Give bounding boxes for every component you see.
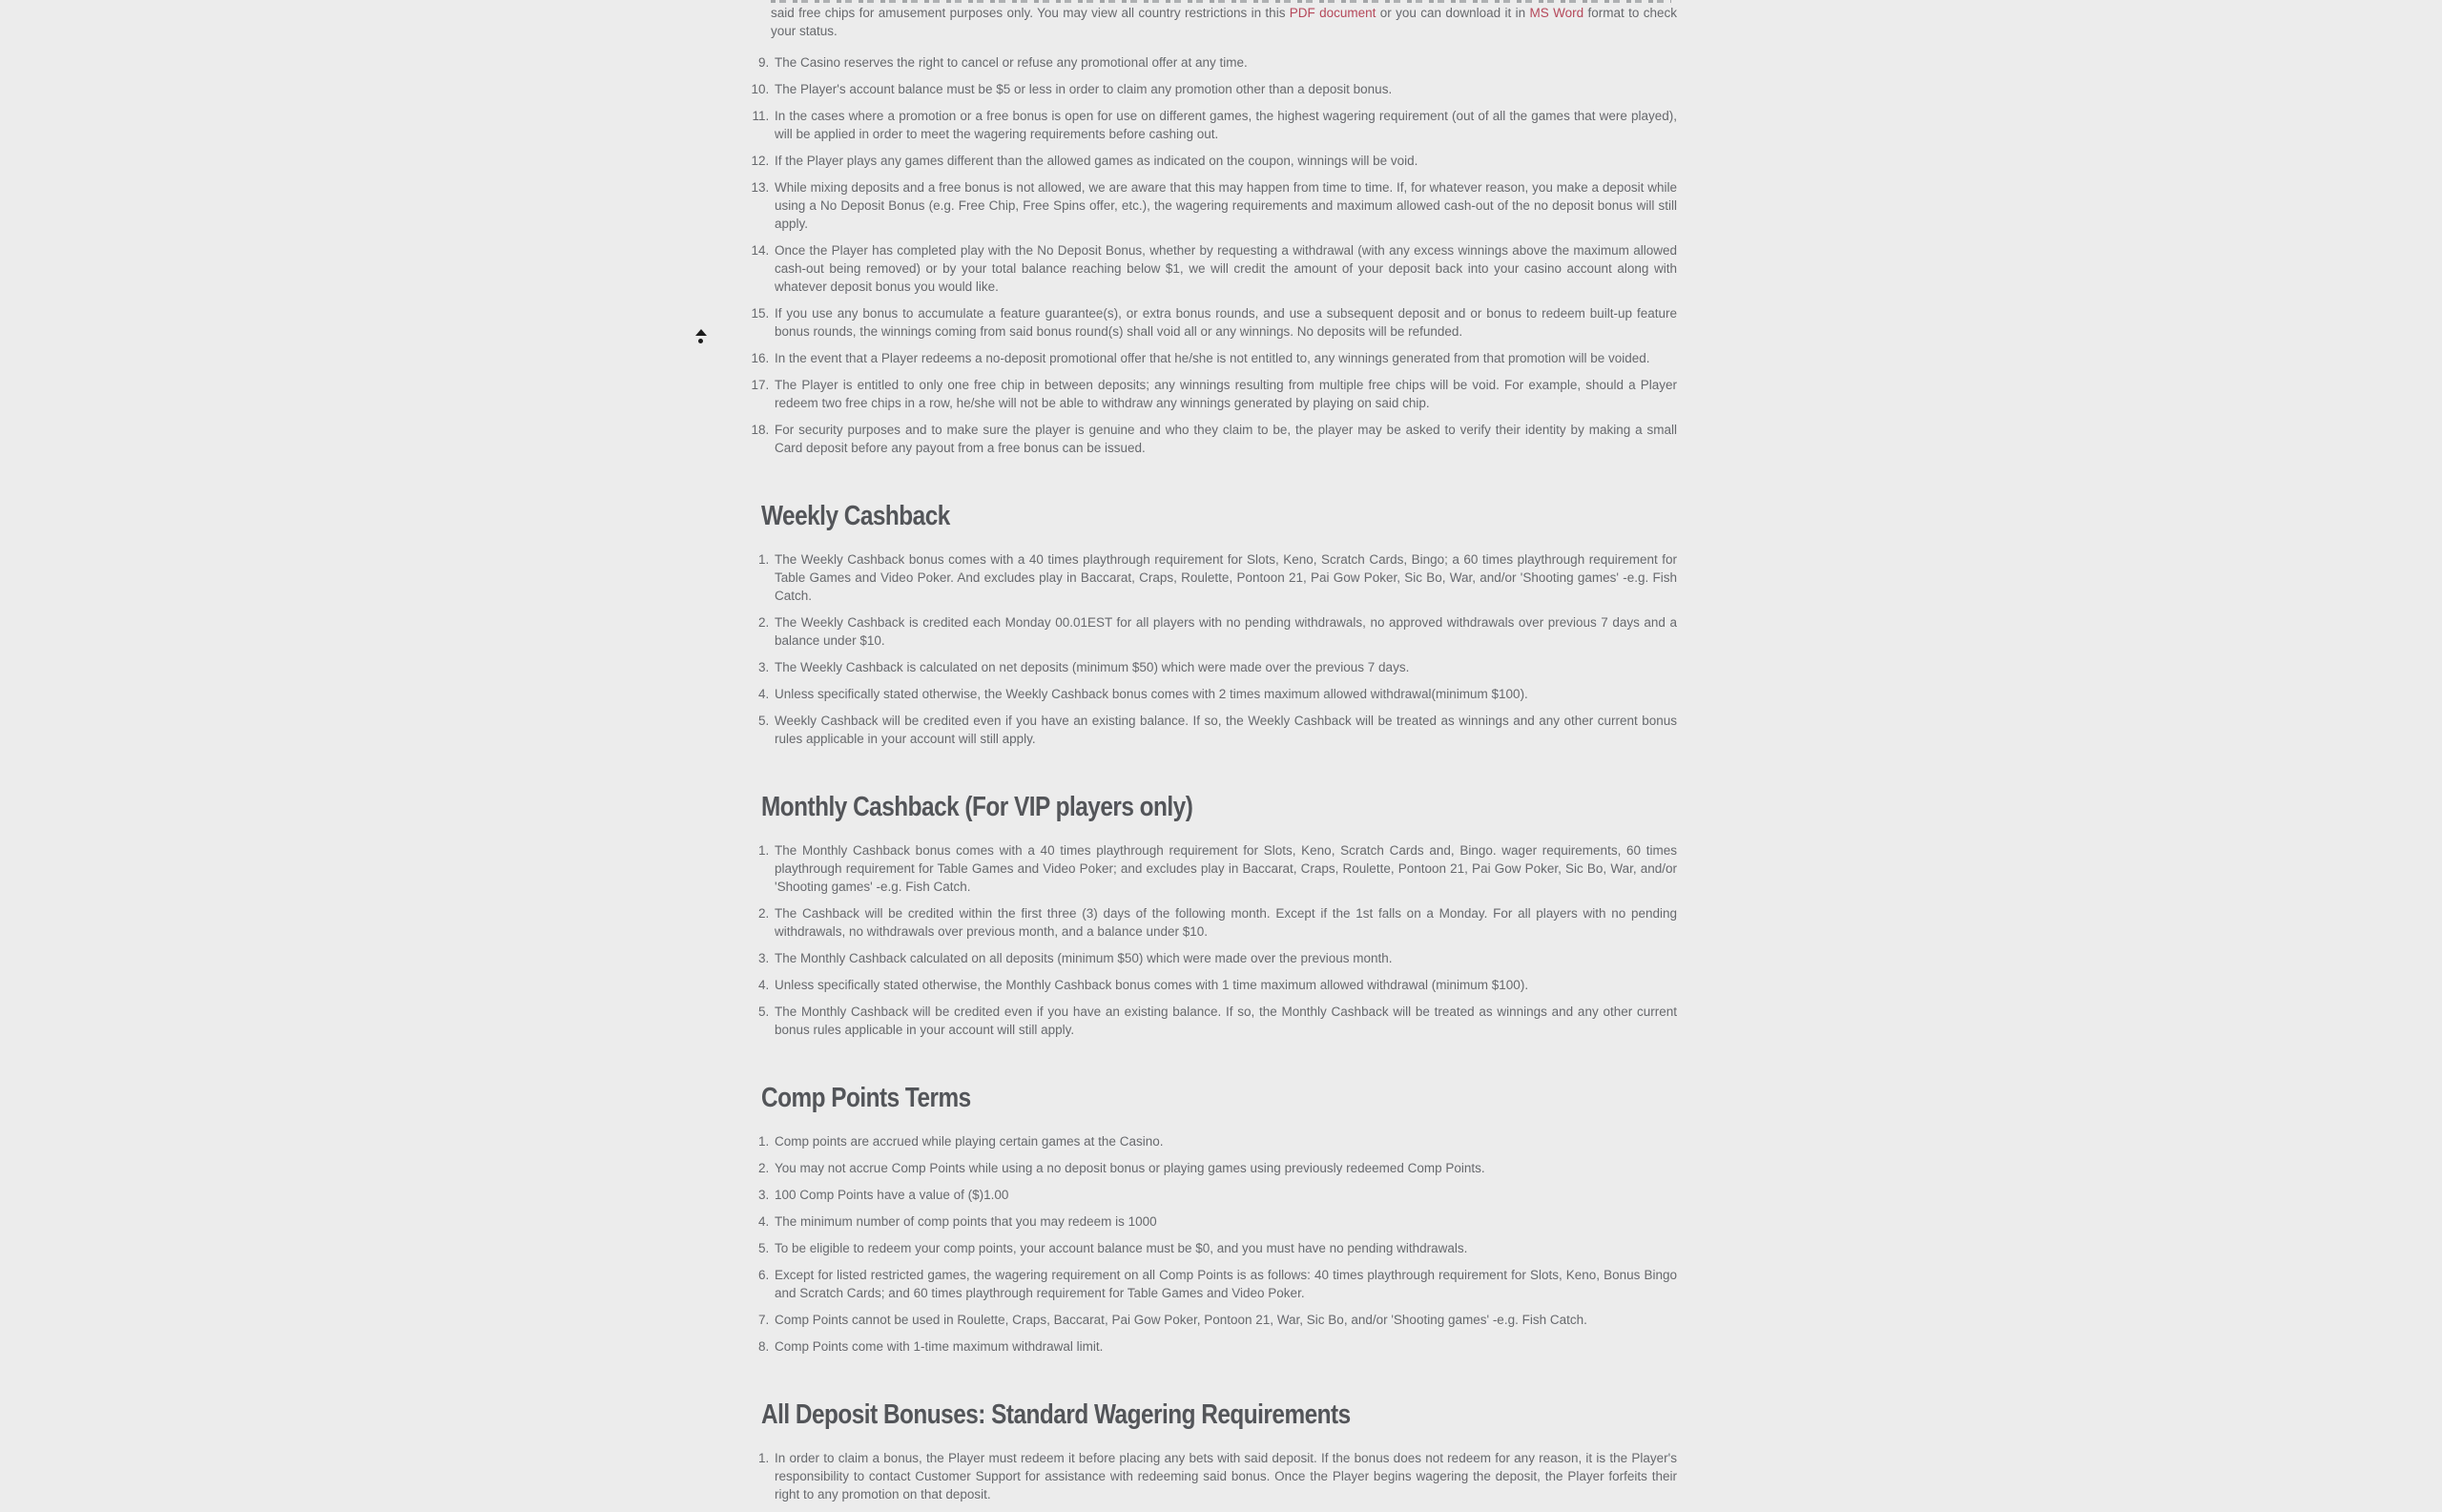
list-item: 3. The Weekly Cashback is calculated on net deposits (minimum $50) which were made over the previous 7 days. <box>773 658 1677 676</box>
list-item: 5. Weekly Cashback will be credited even if you have an existing balance. If so, the Weekly Cashback will be treated as winnings and any other current bonus rules applicable in your account will still apply. <box>773 712 1677 748</box>
intro-text-pre: said free chips for amusement purposes only. You may view all country restrictions in this <box>771 6 1290 20</box>
clipped-text-fragments <box>771 0 1671 3</box>
scroll-origin-dot-icon <box>698 339 703 343</box>
list-item: 2. The Weekly Cashback is credited each Monday 00.01EST for all players with no pending withdrawals, no approved withdrawals over previous 7 days and a balance under $10. <box>773 613 1677 650</box>
list-item: 18. For security purposes and to make sure the player is genuine and who they claim to be, the player may be asked to verify their identity by making a small Card deposit before any payout from a free bonus can be issued. <box>773 421 1677 457</box>
heading-text: Comp Points Terms <box>761 1083 971 1113</box>
list-item: 14. Once the Player has completed play with the No Deposit Bonus, whether by requesting a withdrawal (with any excess winnings above the maximum allowed cash-out being removed) or by your total balance reaching below $1, we will credit the amount of your deposit back into your casino account along with whatever deposit bonus you would like. <box>773 241 1677 296</box>
list-item: 2. You may not accrue Comp Points while using a no deposit bonus or playing games using previously redeemed Comp Points. <box>773 1159 1677 1177</box>
monthly-cashback-list <box>744 841 1677 1039</box>
list-item: 10. The Player's account balance must be $5 or less in order to claim any promotion other than a deposit bonus. <box>773 80 1677 98</box>
list-item: 1. In order to claim a bonus, the Player must redeem it before placing any bets with said deposit. If the bonus does not redeem for any reason, it is the Player's responsibility to contact Customer Support for assistance with redeeming said bonus. Once the Player begins wagering the deposit, the Player forfeits their right to any promotion on that deposit. <box>773 1449 1677 1503</box>
heading-text: All Deposit Bonuses: Standard Wagering Requirements <box>761 1399 1351 1430</box>
list-item: 4. The minimum number of comp points that you may redeem is 1000 <box>773 1212 1677 1231</box>
list-item: 15. If you use any bonus to accumulate a feature guarantee(s), or extra bonus rounds, and use a subsequent deposit and or bonus to redeem built-up feature bonus rounds, the winnings coming from said bonus round(s) shall void all or any winnings. No deposits will be refunded. <box>773 304 1677 341</box>
list-item: 5. The Monthly Cashback will be credited even if you have an existing balance. If so, the Monthly Cashback will be treated as winnings and any other current bonus rules applicable in your account will still apply. <box>773 1003 1677 1039</box>
list-item: 8. Comp Points come with 1-time maximum withdrawal limit. <box>773 1337 1677 1356</box>
list-item: 12. If the Player plays any games different than the allowed games as indicated on the coupon, winnings will be void. <box>773 152 1677 170</box>
list-item: 1. The Weekly Cashback bonus comes with a 40 times playthrough requirement for Slots, Keno, Scratch Cards, Bingo; a 60 times playthrough requirement for Table Games and Video Poker. And excludes play in Baccarat, Craps, Roulette, Pontoon 21, Pai Gow Poker, Sic Bo, War, and/or 'Shooting games' -e.g. Fish Catch. <box>773 550 1677 605</box>
list-item: 13. While mixing deposits and a free bonus is not allowed, we are aware that this may happen from time to time. If, for whatever reason, you make a deposit while using a No Deposit Bonus (e.g. Free Chip, Free Spins offer, etc.), the wagering requirements and maximum allowed cash-out of the no deposit bonus will still apply. <box>773 178 1677 233</box>
terms-content <box>744 0 1677 1512</box>
list-item: 3. The Monthly Cashback calculated on all deposits (minimum $50) which were made over the previous month. <box>773 949 1677 967</box>
section-heading-comp-points <box>761 1084 1677 1112</box>
comp-points-list <box>744 1132 1677 1356</box>
intro-text-mid: or you can download it in <box>1376 6 1530 20</box>
list-item: 17. The Player is entitled to only one free chip in between deposits; any winnings resulting from multiple free chips will be void. For example, should a Player redeem two free chips in a row, he/she will not be able to withdraw any winnings generated by playing on said chip. <box>773 376 1677 412</box>
pdf-document-link[interactable]: PDF document <box>1289 6 1376 20</box>
intro-text-post: format to check your status. <box>771 6 1677 38</box>
list-item: 1. The Monthly Cashback bonus comes with a 40 times playthrough requirement for Slots, Keno, Scratch Cards and, Bingo. wager requirements, 60 times playthrough requirement for Table Games and Video Poker; and excludes play in Baccarat, Craps, Roulette, Pontoon 21, Pai Gow Poker, Sic Bo, War, and/or 'Shooting games' -e.g. Fish Catch. <box>773 841 1677 896</box>
free-chip-restriction-paragraph <box>771 4 1677 40</box>
list-item: 5. To be eligible to redeem your comp points, your account balance must be $0, and you must have no pending withdrawals. <box>773 1239 1677 1257</box>
list-item: 16. In the event that a Player redeems a no-deposit promotional offer that he/she is not entitled to, any winnings generated from that promotion will be voided. <box>773 349 1677 367</box>
scroll-up-arrow-icon <box>695 329 707 336</box>
list-item: 6. Except for listed restricted games, the wagering requirement on all Comp Points is as follows: 40 times playthrough requirement for Slots, Keno, Bonus Bingo and Scratch Cards; and 60 times playthrough requirement for Table Games and Video Poker. <box>773 1266 1677 1302</box>
section-heading-deposit-bonuses <box>761 1400 1677 1429</box>
list-item: 9. The Casino reserves the right to cancel or refuse any promotional offer at any time. <box>773 53 1677 72</box>
list-item: 4. Unless specifically stated otherwise, the Monthly Cashback bonus comes with 1 time maximum allowed withdrawal (minimum $100). <box>773 976 1677 994</box>
heading-text: Weekly Cashback <box>761 501 950 531</box>
autoscroll-cursor-icon <box>694 329 708 348</box>
list-item: 3. 100 Comp Points have a value of ($)1.00 <box>773 1186 1677 1204</box>
list-item: 11. In the cases where a promotion or a free bonus is open for use on different games, the highest wagering requirement (out of all the games that were played), will be applied in order to meet the wagering requirements before cashing out. <box>773 107 1677 143</box>
list-item: 4. Unless specifically stated otherwise, the Weekly Cashback bonus comes with 2 times maximum allowed withdrawal(minimum $100). <box>773 685 1677 703</box>
general-terms-list <box>744 53 1677 457</box>
ms-word-link[interactable]: MS Word <box>1529 6 1584 20</box>
section-heading-monthly-cashback <box>761 793 1677 821</box>
list-item: 1. Comp points are accrued while playing certain games at the Casino. <box>773 1132 1677 1150</box>
deposit-bonuses-list <box>744 1449 1677 1503</box>
section-heading-weekly-cashback <box>761 502 1677 530</box>
list-item: 7. Comp Points cannot be used in Roulette, Craps, Baccarat, Pai Gow Poker, Pontoon 21, War, Sic Bo, and/or 'Shooting games' -e.g. Fish Catch. <box>773 1311 1677 1329</box>
weekly-cashback-list <box>744 550 1677 748</box>
list-item: 2. The Cashback will be credited within the first three (3) days of the following month. Except if the 1st falls on a Monday. For all players with no pending withdrawals, no withdrawals over previous month, and a balance under $10. <box>773 904 1677 941</box>
heading-text: Monthly Cashback (For VIP players only) <box>761 792 1193 822</box>
